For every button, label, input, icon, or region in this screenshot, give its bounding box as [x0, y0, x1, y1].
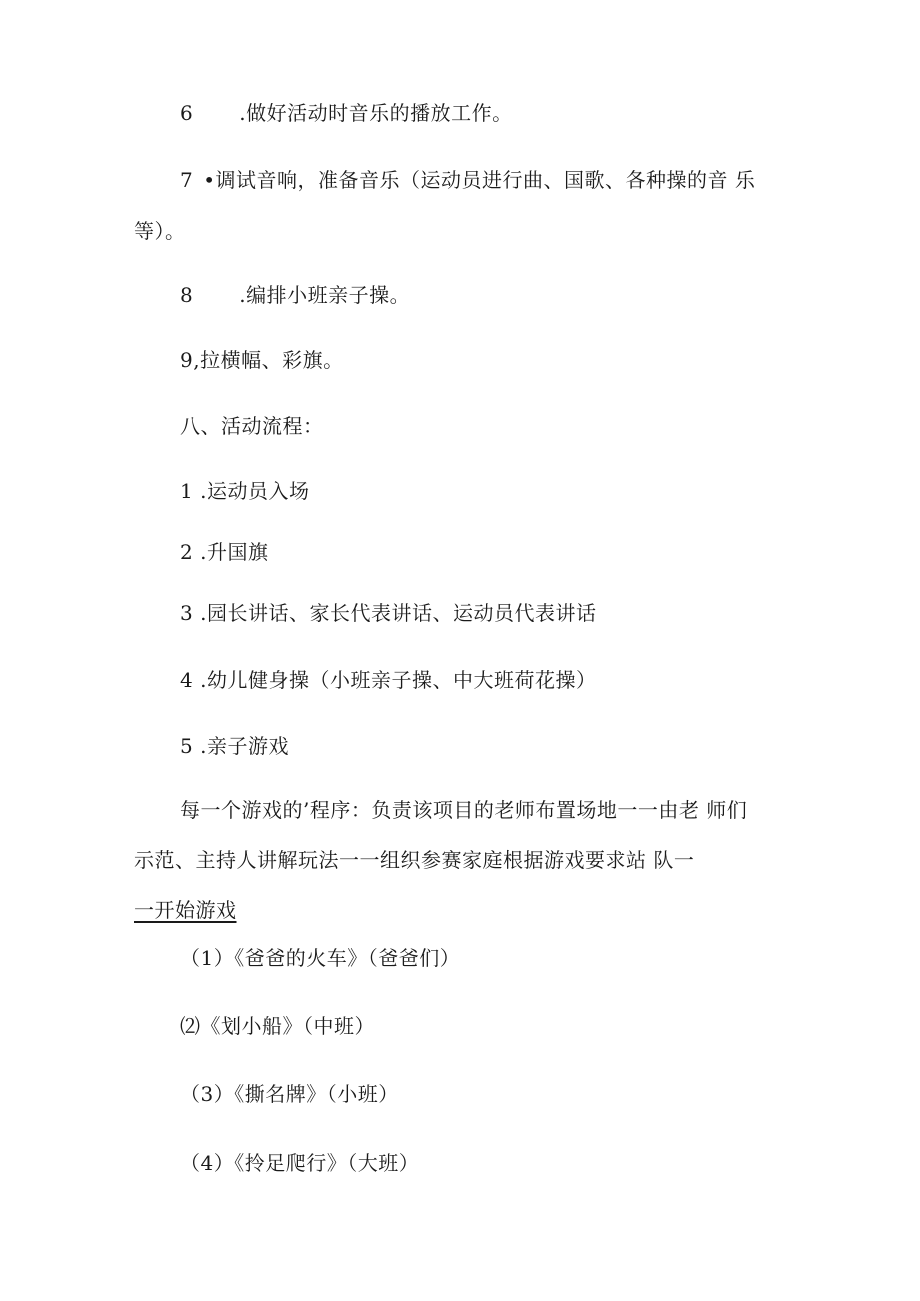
paragraph-text: 示范、主持人讲解玩法一一组织参赛家庭根据游戏要求站 队一: [134, 848, 695, 872]
game-item-text: （4）《拎足爬行》（大班）: [180, 1151, 420, 1175]
flow-item-text: 3 .园长讲话、家长代表讲话、运动员代表讲话: [180, 601, 597, 625]
paragraph-line: [180, 796, 747, 824]
flow-item: [180, 666, 596, 694]
list-item-6: [180, 99, 513, 127]
flow-item: [180, 477, 309, 505]
game-item: [180, 1149, 419, 1177]
paragraph-line: [134, 846, 694, 874]
item-text: 9,拉横幅、彩旗。: [180, 348, 344, 372]
paragraph-text-underlined: 一开始游戏: [134, 898, 237, 922]
item-text: .编排小班亲子操。: [239, 283, 411, 307]
list-item-8: [180, 281, 410, 309]
game-item: [180, 1080, 399, 1108]
item-text: .做好活动时音乐的播放工作。: [239, 101, 513, 125]
item-text: 等）。: [134, 219, 186, 243]
flow-item-text: 2 .升国旗: [180, 540, 269, 564]
game-item-text: （1）《爸爸的火车》（爸爸们）: [180, 946, 461, 970]
item-number: 6: [180, 101, 194, 125]
flow-item-text: 5 .亲子游戏: [180, 734, 289, 758]
heading-text: 八、活动流程：: [180, 414, 324, 438]
list-item-9: [180, 346, 344, 374]
section-heading: [180, 412, 324, 440]
game-item: [180, 944, 460, 972]
flow-item-text: 4 .幼儿健身操（小班亲子操、中大班荷花操）: [180, 668, 597, 692]
game-item-text: （3）《撕名牌》（小班）: [180, 1082, 399, 1106]
flow-item: [180, 599, 596, 627]
item-number: 8: [180, 283, 194, 307]
paragraph-text: 每一个游戏的’程序：负责该项目的老师布置场地一一由老 师们: [180, 798, 748, 822]
flow-item: [180, 538, 268, 566]
item-number: 7: [180, 168, 194, 192]
item-text: •调试音响，准备音乐（运动员进行曲、国歌、各种操的音 乐: [203, 168, 756, 192]
list-item-7-continuation: [134, 217, 186, 245]
list-item-7: [180, 166, 755, 194]
flow-item: [180, 732, 289, 760]
flow-item-text: 1 .运动员入场: [180, 479, 310, 503]
paragraph-line: [134, 896, 237, 924]
game-item: [180, 1012, 375, 1040]
game-item-text: ⑵《划小船》（中班）: [180, 1014, 375, 1038]
